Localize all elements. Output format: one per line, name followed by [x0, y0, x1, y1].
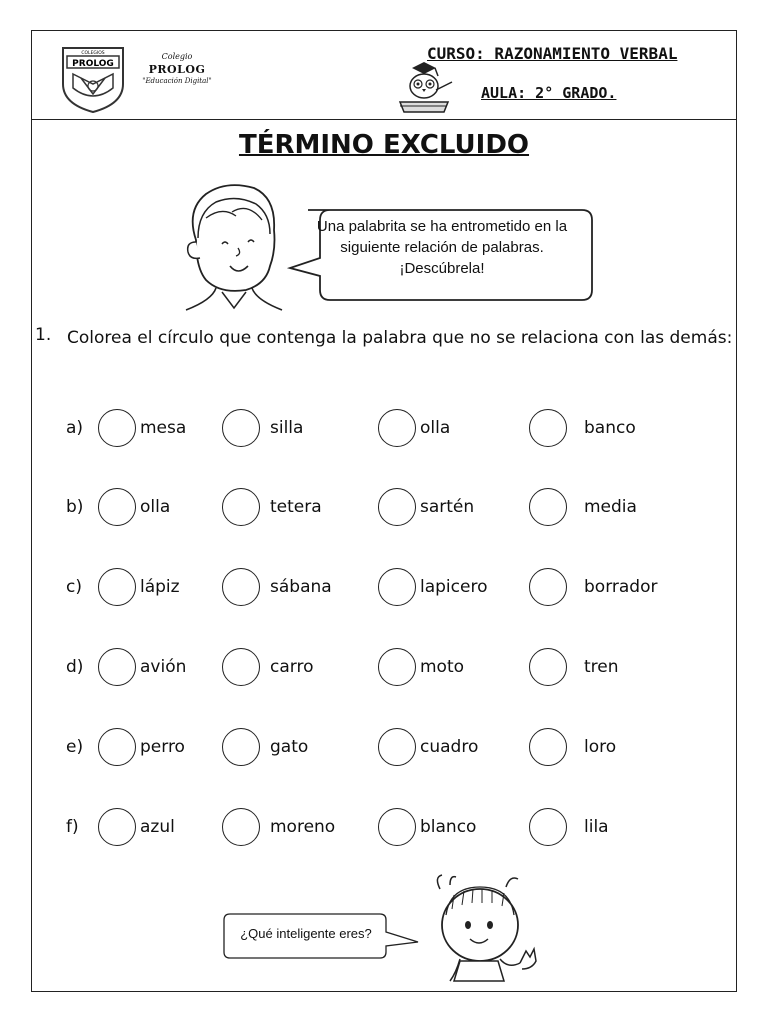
answer-circle[interactable] [378, 488, 416, 526]
exercise-row-c [0, 568, 768, 608]
word-option: moto [420, 657, 465, 677]
owl-graduate-icon [394, 62, 454, 114]
word-option: olla [420, 418, 451, 438]
answer-circle[interactable] [98, 728, 136, 766]
instruction-text: Colorea el círculo que contenga la palabra que no se relaciona con las demás: [67, 328, 733, 348]
answer-circle[interactable] [98, 568, 136, 606]
row-label: d) [66, 657, 84, 677]
boy-illustration [176, 180, 294, 318]
footer-speech-text: ¿Qué inteligente eres? [240, 926, 372, 941]
word-option: mesa [140, 418, 187, 438]
word-option: avión [140, 657, 187, 677]
answer-circle[interactable] [378, 648, 416, 686]
word-option: lapicero [420, 577, 488, 597]
word-option: tetera [270, 497, 322, 517]
answer-circle[interactable] [529, 488, 567, 526]
answer-circle[interactable] [529, 409, 567, 447]
page-title [0, 130, 768, 160]
school-name: PROLOG [148, 63, 206, 76]
speech-bubble-text: Una palabrita se ha entrometido en la siguiente relación de palabras. ¡Descúbrela! [316, 218, 568, 277]
word-option: azul [140, 817, 175, 837]
word-option: perro [140, 737, 185, 757]
answer-circle[interactable] [378, 728, 416, 766]
instruction-number: 1. [35, 325, 52, 345]
word-option: tren [584, 657, 619, 677]
word-option: silla [270, 418, 304, 438]
word-option: loro [584, 737, 617, 757]
answer-circle[interactable] [222, 728, 260, 766]
answer-circle[interactable] [529, 648, 567, 686]
svg-text:PROLOG: PROLOG [72, 59, 114, 69]
word-option: banco [584, 418, 636, 438]
answer-circle[interactable] [98, 409, 136, 447]
school-name-block [132, 52, 222, 85]
word-option: carro [270, 657, 314, 677]
answer-circle[interactable] [222, 648, 260, 686]
word-option: media [584, 497, 637, 517]
svg-text:COLEGIOS: COLEGIOS [81, 51, 105, 56]
word-option: lila [584, 817, 609, 837]
answer-circle[interactable] [378, 568, 416, 606]
answer-circle[interactable] [378, 409, 416, 447]
word-option: sartén [420, 497, 475, 517]
answer-circle[interactable] [222, 568, 260, 606]
page-title-text: TÉRMINO EXCLUIDO [238, 130, 530, 160]
answer-circle[interactable] [529, 728, 567, 766]
row-label: b) [66, 497, 84, 517]
exercise-row-e [0, 728, 768, 768]
exercise-row-d [0, 648, 768, 688]
row-label: e) [66, 737, 84, 757]
answer-circle[interactable] [98, 488, 136, 526]
exercise-row-b [0, 488, 768, 528]
answer-circle[interactable] [529, 808, 567, 846]
answer-circle[interactable] [222, 409, 260, 447]
word-option: gato [270, 737, 309, 757]
word-option: sábana [270, 577, 332, 597]
school-logo-icon [59, 44, 127, 114]
answer-circle[interactable] [529, 568, 567, 606]
exercise-row-a [0, 409, 768, 449]
word-option: borrador [584, 577, 658, 597]
school-tagline: "Educación Digital" [142, 77, 212, 85]
word-option: cuadro [420, 737, 479, 757]
exercise-row-f [0, 808, 768, 848]
course-label: CURSO: RAZONAMIENTO VERBAL [427, 44, 678, 63]
row-label: c) [66, 577, 82, 597]
school-line1: Colegio [161, 52, 193, 61]
answer-circle[interactable] [222, 808, 260, 846]
grade-label: AULA: 2° GRADO. [481, 84, 617, 102]
answer-circle[interactable] [98, 648, 136, 686]
word-option: moreno [270, 817, 336, 837]
answer-circle[interactable] [98, 808, 136, 846]
answer-circle[interactable] [378, 808, 416, 846]
word-option: lápiz [140, 577, 180, 597]
word-option: blanco [420, 817, 477, 837]
word-option: olla [140, 497, 171, 517]
row-label: a) [66, 418, 84, 438]
header-divider [31, 119, 737, 120]
girl-illustration [410, 873, 550, 983]
answer-circle[interactable] [222, 488, 260, 526]
row-label: f) [66, 817, 79, 837]
